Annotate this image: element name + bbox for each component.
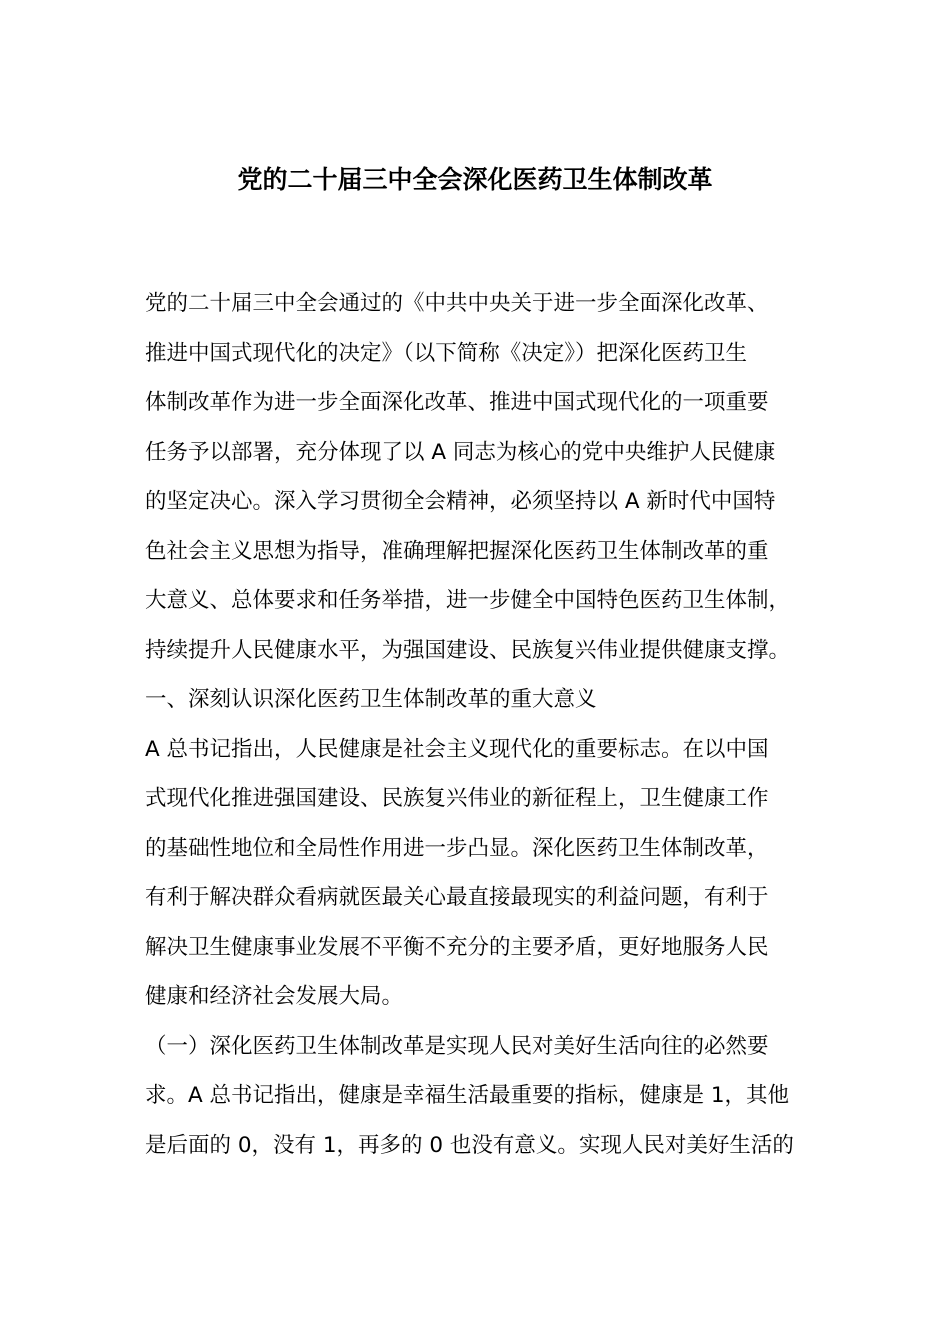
section-heading: 一、深刻认识深化医药卫生体制改革的重大意义 bbox=[145, 687, 597, 712]
text-line: （一）深化医药卫生体制改革是实现人民对美好生活向往的必然要 bbox=[145, 1033, 769, 1059]
text-line: 任务予以部署，充分体现了以 A 同志为核心的党中央维护人民健康 bbox=[145, 439, 776, 465]
text-line: 健康和经济社会发展大局。 bbox=[145, 984, 404, 1009]
text-line: 有利于解决群众看病就医最关心最直接最现实的利益问题，有利于 bbox=[145, 885, 769, 910]
text-line: 解决卫生健康事业发展不平衡不充分的主要矛盾，更好地服务人民 bbox=[145, 934, 769, 960]
document-title: 党的二十届三中全会深化医药卫生体制改革 bbox=[237, 165, 713, 194]
text-line: A 总书记指出，人民健康是社会主义现代化的重要标志。在以中国 bbox=[145, 736, 769, 762]
text-line: 持续提升人民健康水平，为强国建设、民族复兴伟业提供健康支撑。 bbox=[145, 637, 791, 663]
text-line: 推进中国式现代化的决定》（以下简称《决定》）把深化医药卫生 bbox=[145, 340, 748, 366]
document-body bbox=[145, 279, 845, 1170]
text-line: 体制改革作为进一步全面深化改革、推进中国式现代化的一项重要 bbox=[145, 390, 769, 415]
text-line: 的坚定决心。深入学习贯彻全会精神，必须坚持以 A 新时代中国特 bbox=[145, 489, 776, 514]
text-line: 色社会主义思想为指导，准确理解把握深化医药卫生体制改革的重 bbox=[145, 538, 769, 564]
text-line: 党的二十届三中全会通过的《中共中央关于进一步全面深化改革、 bbox=[145, 291, 769, 316]
text-line: 求。A 总书记指出，健康是幸福生活最重要的指标，健康是 1，其他 bbox=[145, 1083, 790, 1108]
text-line: 的基础性地位和全局性作用进一步凸显。深化医药卫生体制改革， bbox=[145, 835, 769, 861]
text-line: 式现代化推进强国建设、民族复兴伟业的新征程上，卫生健康工作 bbox=[145, 786, 769, 811]
text-line: 是后面的 0，没有 1，再多的 0 也没有意义。实现人民对美好生活的 bbox=[145, 1132, 794, 1158]
text-line: 大意义、总体要求和任务举措，进一步健全中国特色医药卫生体制， bbox=[145, 588, 791, 613]
